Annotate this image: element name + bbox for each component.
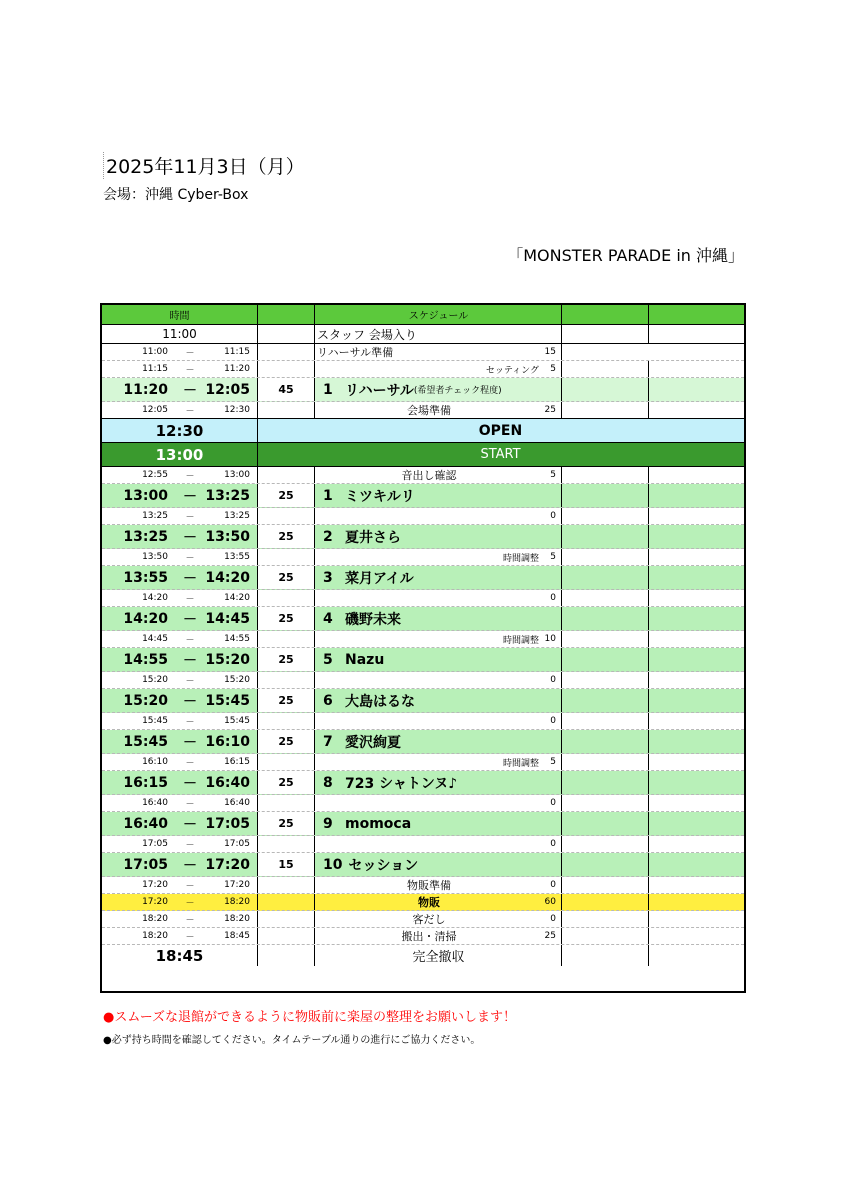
time-separator: －	[185, 717, 195, 728]
row-label: スタッフ 会場入り	[317, 327, 417, 342]
schedule-item	[315, 672, 543, 688]
minutes: 25	[544, 405, 556, 415]
table-row	[102, 484, 744, 508]
performer-slot	[315, 648, 562, 671]
time-separator: －	[185, 348, 195, 359]
schedule-item: セッティング	[485, 365, 539, 376]
time-separator: －	[183, 652, 197, 669]
start-time: 11:00	[142, 347, 168, 357]
slot-number: 9	[323, 815, 333, 832]
end-time: 13:55	[224, 552, 250, 562]
slot-number: 3	[323, 569, 333, 586]
slot-number: 8	[323, 774, 333, 791]
start-time: 16:40	[123, 815, 168, 832]
time-separator: －	[185, 553, 195, 564]
start-time: 14:55	[123, 651, 168, 668]
schedule-item: 時間調整	[502, 553, 539, 564]
table-row	[102, 877, 744, 894]
end-time: 18:45	[224, 931, 250, 941]
time-separator: －	[185, 512, 195, 523]
start-time: 17:05	[142, 839, 168, 849]
schedule-item: 搬出・清掃	[401, 930, 457, 943]
end-time: 16:40	[224, 798, 250, 808]
start-time: 14:45	[142, 634, 168, 644]
end-time: 17:20	[224, 880, 250, 890]
table-row	[102, 566, 744, 590]
end-time: 15:45	[205, 692, 250, 709]
slot-number: 5	[323, 651, 333, 668]
time-separator: －	[183, 382, 197, 399]
end-time: 16:10	[205, 733, 250, 750]
time-separator: －	[183, 857, 197, 874]
end-time: 14:45	[205, 610, 250, 627]
performer-name: 磯野未来	[345, 611, 401, 628]
duration: 25	[278, 776, 294, 789]
start-time: 12:55	[142, 470, 168, 480]
schedule-column-header: スケジュール	[408, 311, 469, 322]
start-time: 11:20	[123, 381, 168, 398]
schedule-date: 2025年11月3日（月）	[103, 152, 305, 179]
end-time: 14:20	[224, 593, 250, 603]
time-separator: －	[185, 799, 195, 810]
time-separator: －	[185, 915, 195, 926]
minutes: 10	[544, 634, 556, 644]
slot-note: (希望者チェック程度)	[413, 386, 502, 396]
end-time: 16:15	[224, 757, 250, 767]
minutes: 0	[550, 914, 556, 924]
start-time: 15:20	[142, 675, 168, 685]
start-time: 14:20	[142, 593, 168, 603]
start-time: 13:50	[142, 552, 168, 562]
slot-number: 7	[323, 733, 333, 750]
end-time: 13:00	[224, 470, 250, 480]
duration: 25	[278, 735, 294, 748]
table-row	[102, 812, 744, 836]
table-row	[102, 928, 744, 945]
table-row	[102, 836, 744, 853]
table-row	[102, 590, 744, 607]
banner-label: OPEN	[478, 422, 523, 439]
slot-number: 2	[323, 528, 333, 545]
table-row	[102, 911, 744, 928]
table-row	[102, 771, 744, 795]
minutes: 0	[550, 798, 556, 808]
schedule-item: 音出し確認	[401, 469, 457, 482]
minutes: 5	[550, 470, 556, 480]
table-row	[102, 378, 744, 402]
end-time: 16:40	[205, 774, 250, 791]
table-row	[102, 945, 744, 966]
end-time: 11:20	[224, 364, 250, 374]
banner-time: 12:30	[155, 421, 204, 440]
final-time: 18:45	[155, 946, 204, 965]
performer-slot	[315, 378, 562, 401]
end-time: 18:20	[224, 914, 250, 924]
time-separator: －	[185, 840, 195, 851]
schedule-item: 時間調整	[502, 758, 539, 769]
start-time: 17:20	[142, 897, 168, 907]
table-row	[102, 754, 744, 771]
end-time: 15:20	[205, 651, 250, 668]
performer-slot	[315, 771, 562, 794]
table-row	[102, 467, 744, 484]
end-time: 13:50	[205, 528, 250, 545]
end-time: 13:25	[224, 511, 250, 521]
minutes: 5	[550, 757, 556, 767]
final-label: 完全撤収	[412, 950, 465, 965]
time-separator: －	[185, 881, 195, 892]
schedule-item	[315, 508, 543, 524]
warning-note: ●スムーズな退館ができるように物販前に楽屋の整理をお願いします！	[103, 1010, 517, 1025]
schedule-item: 会場準備	[407, 404, 451, 417]
slot-number: 4	[323, 610, 333, 627]
performer-slot	[315, 812, 562, 835]
performer-name: 夏井さら	[345, 529, 401, 546]
table-row	[102, 361, 744, 378]
table-row	[102, 607, 744, 631]
start-time: 12:05	[142, 405, 168, 415]
banner-label: START	[480, 447, 521, 462]
start-time: 15:20	[123, 692, 168, 709]
minutes: 25	[544, 931, 556, 941]
duration: 45	[278, 383, 294, 396]
banner-time: 13:00	[155, 445, 204, 464]
time-separator: －	[183, 488, 197, 505]
minutes: 0	[550, 675, 556, 685]
table-row	[102, 689, 744, 713]
end-time: 13:25	[205, 487, 250, 504]
time-separator: －	[185, 635, 195, 646]
table-row	[102, 795, 744, 812]
table-row	[102, 419, 744, 443]
slot-number: 1	[323, 487, 333, 504]
time-column-header: 時間	[169, 311, 190, 322]
table-row	[102, 344, 744, 361]
slot-number: 10	[323, 856, 343, 873]
start-time: 13:00	[123, 487, 168, 504]
end-time: 15:45	[224, 716, 250, 726]
table-row	[102, 402, 744, 419]
start-time: 18:20	[142, 931, 168, 941]
performer-slot	[315, 689, 562, 712]
minutes: 60	[544, 897, 556, 907]
start-time: 16:10	[142, 757, 168, 767]
end-time: 12:05	[205, 381, 250, 398]
performer-name: 菜月アイル	[345, 570, 414, 587]
time-separator: －	[185, 365, 195, 376]
minutes: 0	[550, 511, 556, 521]
start-time: 16:40	[142, 798, 168, 808]
duration: 25	[278, 530, 294, 543]
schedule-item: 物販準備	[407, 879, 451, 892]
performer-slot	[315, 525, 562, 548]
end-time: 17:05	[224, 839, 250, 849]
performer-slot	[315, 607, 562, 630]
start-time: 13:25	[142, 511, 168, 521]
table-header-row	[102, 305, 744, 325]
schedule-item: リハーサル準備	[317, 346, 394, 359]
end-time: 15:20	[224, 675, 250, 685]
event-title: 「MONSTER PARADE in 沖縄」	[507, 246, 744, 265]
time-separator: －	[185, 406, 195, 417]
table-row	[102, 648, 744, 672]
table-row	[102, 730, 744, 754]
start-time: 18:20	[142, 914, 168, 924]
duration: 25	[278, 612, 294, 625]
performer-name: Nazu	[345, 651, 385, 668]
time-separator: －	[183, 816, 197, 833]
minutes: 0	[550, 716, 556, 726]
duration: 25	[278, 694, 294, 707]
schedule-item	[315, 795, 543, 811]
time-separator: －	[183, 693, 197, 710]
schedule-item: 物販	[418, 896, 440, 909]
time-separator: －	[185, 676, 195, 687]
time-separator: －	[183, 529, 197, 546]
end-time: 11:15	[224, 347, 250, 357]
table-row	[102, 325, 744, 344]
start-time: 15:45	[142, 716, 168, 726]
time-separator: －	[183, 775, 197, 792]
schedule-item: 時間調整	[502, 635, 539, 646]
table-row	[102, 713, 744, 730]
start-time: 15:45	[123, 733, 168, 750]
duration: 15	[278, 858, 294, 871]
row-time: 11:00	[162, 327, 197, 341]
table-row	[102, 672, 744, 689]
start-time: 17:05	[123, 856, 168, 873]
time-separator: －	[185, 898, 195, 909]
start-time: 14:20	[123, 610, 168, 627]
start-time: 17:20	[142, 880, 168, 890]
end-time: 17:20	[205, 856, 250, 873]
duration: 25	[278, 653, 294, 666]
timekeeping-note: ●必ず持ち時間を確認してください。タイムテーブル通りの進行にご協力ください。	[103, 1035, 481, 1046]
performer-slot	[315, 484, 562, 507]
time-separator: －	[185, 471, 195, 482]
minutes: 0	[550, 593, 556, 603]
table-row	[102, 525, 744, 549]
performer-name: 大島はるな	[345, 693, 415, 710]
slot-number: 6	[323, 692, 333, 709]
time-separator: －	[183, 734, 197, 751]
table-row	[102, 631, 744, 648]
table-row	[102, 508, 744, 525]
time-separator: －	[185, 594, 195, 605]
performer-slot	[315, 566, 562, 589]
start-time: 16:15	[123, 774, 168, 791]
schedule-item	[315, 590, 543, 606]
time-separator: －	[185, 758, 195, 769]
end-time: 17:05	[205, 815, 250, 832]
time-separator: －	[183, 611, 197, 628]
minutes: 15	[544, 347, 556, 357]
performer-slot	[315, 853, 562, 876]
table-row	[102, 443, 744, 467]
duration: 25	[278, 489, 294, 502]
start-time: 11:15	[142, 364, 168, 374]
table-row	[102, 894, 744, 911]
performer-name: 723 シャトンヌ♪	[345, 775, 458, 792]
performer-name: リハーサル	[345, 382, 414, 399]
minutes: 5	[550, 552, 556, 562]
performer-name: 愛沢絢夏	[345, 734, 401, 751]
performer-name: セッション	[348, 857, 419, 874]
start-time: 13:55	[123, 569, 168, 586]
schedule-table	[100, 303, 746, 993]
end-time: 14:20	[205, 569, 250, 586]
start-time: 13:25	[123, 528, 168, 545]
table-row	[102, 853, 744, 877]
performer-name: momoca	[345, 815, 412, 832]
time-separator: －	[183, 570, 197, 587]
schedule-item	[315, 713, 543, 729]
end-time: 18:20	[224, 897, 250, 907]
schedule-item: 客だし	[412, 913, 446, 926]
duration: 25	[278, 817, 294, 830]
minutes: 0	[550, 880, 556, 890]
duration: 25	[278, 571, 294, 584]
end-time: 12:30	[224, 405, 250, 415]
table-row	[102, 549, 744, 566]
slot-number: 1	[323, 381, 333, 398]
minutes: 0	[550, 839, 556, 849]
time-separator: －	[185, 932, 195, 943]
venue-name: 会場：沖縄 Cyber-Box	[103, 187, 249, 203]
performer-name: ミツキルリ	[345, 488, 415, 505]
schedule-item	[315, 836, 543, 852]
end-time: 14:55	[224, 634, 250, 644]
minutes: 5	[550, 364, 556, 374]
performer-slot	[315, 730, 562, 753]
